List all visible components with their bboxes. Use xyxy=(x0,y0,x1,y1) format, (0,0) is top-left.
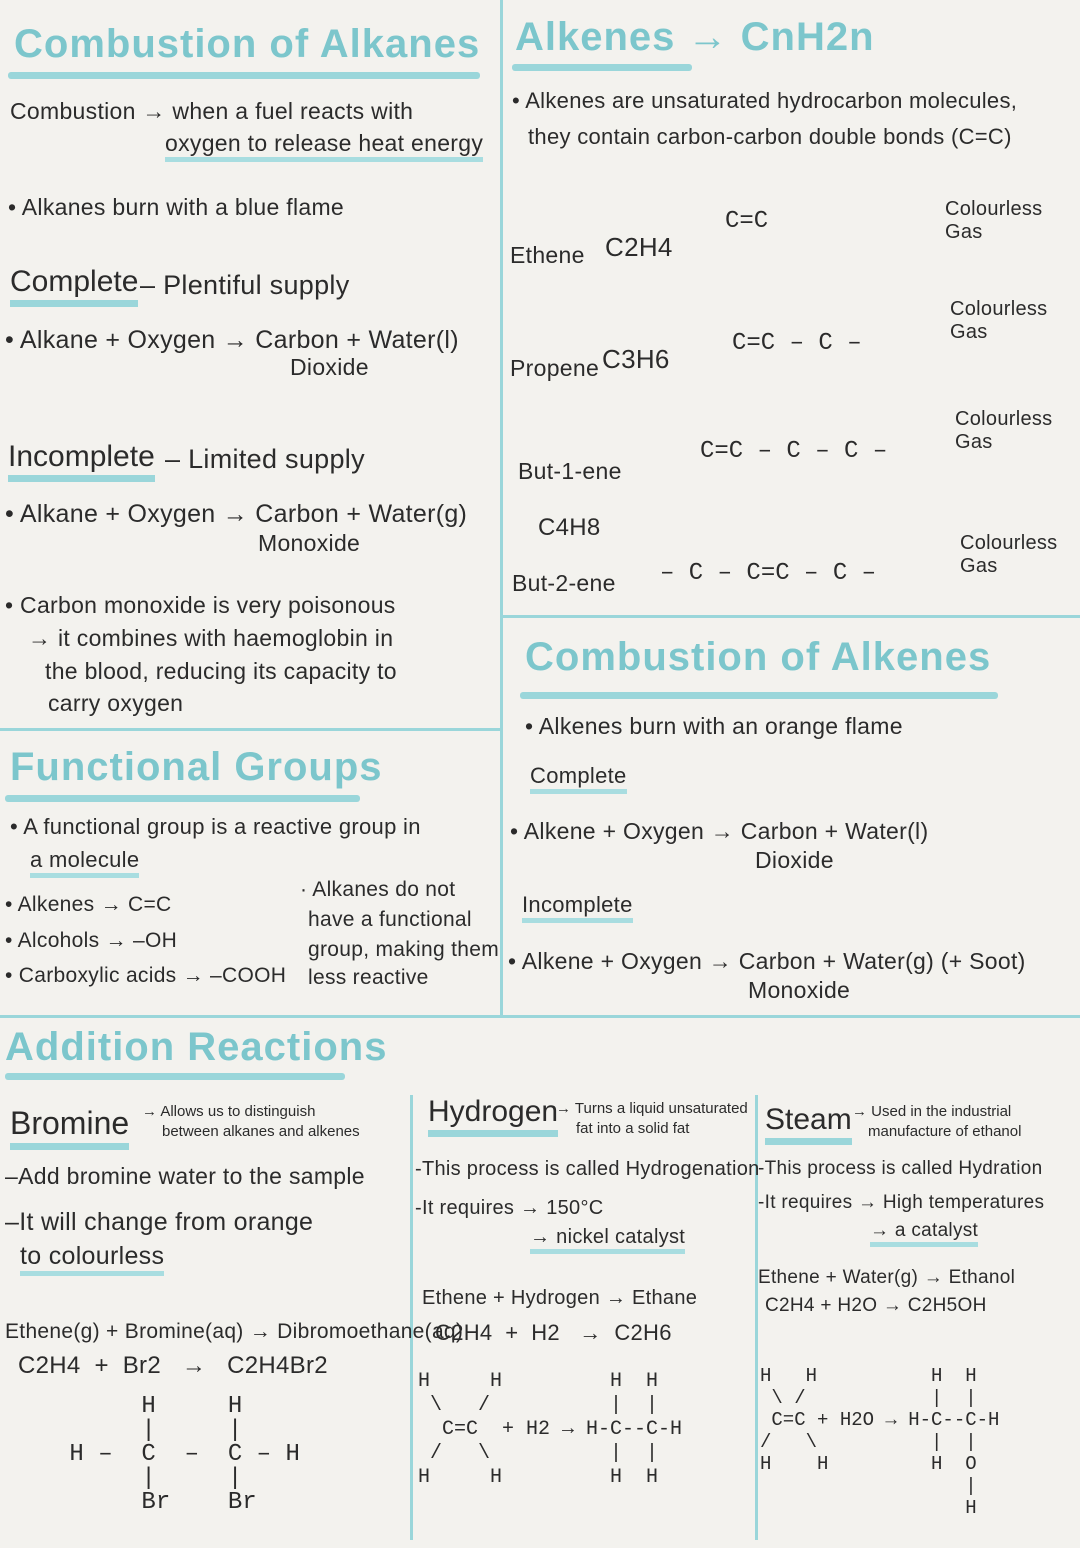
section-title: Addition Reactions xyxy=(5,1025,388,1069)
title-underline xyxy=(512,64,692,71)
equation-line: • Alkane + Oxygen → Carbon + Water(l) xyxy=(5,326,459,354)
alkene-name: But-2-ene xyxy=(512,570,616,596)
bullet-line: carry oxygen xyxy=(48,690,184,716)
hydrogen-word-equation: Ethene + Hydrogen → Ethane xyxy=(422,1287,698,1309)
bromine-step: –It will change from orange xyxy=(5,1208,314,1236)
section-title: Combustion of Alkenes xyxy=(525,635,992,679)
steam-step: -This process is called Hydration xyxy=(758,1158,1043,1179)
definition-line: a molecule xyxy=(30,847,139,878)
group-item: • Carboxylic acids → –COOH xyxy=(5,964,287,987)
steam-formula-equation: C2H4 + H2O → C2H5OH xyxy=(765,1295,987,1316)
equation-line: Monoxide xyxy=(748,977,851,1003)
bromine-heading: Bromine xyxy=(10,1105,129,1150)
hydrogen-note: → Turns a liquid unsaturated xyxy=(556,1100,748,1117)
title-underline xyxy=(520,692,998,699)
group-item: • Alkenes → C=C xyxy=(5,893,172,916)
alkene-name: Propene xyxy=(510,355,600,381)
note-line: group, making them xyxy=(308,938,499,961)
bullet-line: → it combines with haemoglobin in xyxy=(28,625,394,651)
alkene-state: Colourless Gas xyxy=(950,298,1048,343)
bromine-formula-equation: C2H4 + Br2 → C2H4Br2 xyxy=(18,1352,328,1379)
bullet-line: the blood, reducing its capacity to xyxy=(45,658,397,684)
note-line: have a functional xyxy=(308,908,472,931)
divider-bottom xyxy=(0,1015,1080,1018)
alkene-formula: C2H4 xyxy=(605,232,673,262)
bullet-line: • Alkanes burn with a blue flame xyxy=(8,194,345,220)
title-underline xyxy=(5,795,360,802)
subheading-complete: Complete xyxy=(530,763,627,794)
steam-note: manufacture of ethanol xyxy=(868,1123,1022,1140)
group-item: • Alcohols → –OH xyxy=(5,929,178,952)
equation-line: • Alkene + Oxygen → Carbon + Water(g) (+ Soot) xyxy=(508,948,1026,974)
equation-line: Dioxide xyxy=(290,354,369,380)
subheading-incomplete: Incomplete xyxy=(8,440,155,482)
hydrogen-note: fat into a solid fat xyxy=(576,1120,690,1137)
hydrogen-formula-equation: C2H4 + H2 → C2H6 xyxy=(435,1320,672,1345)
definition-line: • A functional group is a reactive group in xyxy=(10,814,421,839)
steam-note: → Used in the industrial xyxy=(852,1103,1012,1120)
equation-line: Monoxide xyxy=(258,530,361,556)
hydrogenation-structure: H H H H \ / | | C=C + H2 → H-C--C-H / \ | | H H H H xyxy=(418,1370,683,1489)
definition-line: oxygen to release heat energy xyxy=(165,130,483,162)
hydration-structure: H H H H \ / | | C=C + H2O → H-C--C-H / \ | | H H H O | H xyxy=(760,1365,1000,1519)
definition-line: Combustion → when a fuel reacts with xyxy=(10,98,414,124)
title-underline xyxy=(5,1073,345,1080)
section-title: Functional Groups xyxy=(10,745,383,789)
subheading-note: – Plentiful supply xyxy=(140,270,350,300)
note-line: less reactive xyxy=(308,966,429,989)
bullet-line: • Alkenes burn with an orange flame xyxy=(525,713,903,739)
equation-line: • Alkene + Oxygen → Carbon + Water(l) xyxy=(510,818,929,844)
bromine-word-equation: Ethene(g) + Bromine(aq) → Dibromoethane(aq) xyxy=(5,1320,464,1343)
hydrogen-step: -This process is called Hydrogenation xyxy=(415,1158,760,1180)
alkene-structure: – C – C=C – C – xyxy=(660,560,877,587)
alkene-state: Colourless Gas xyxy=(960,532,1058,577)
bromine-step: to colourless xyxy=(20,1242,164,1276)
hydrogen-heading: Hydrogen xyxy=(428,1095,558,1137)
divider-hydrogen xyxy=(410,1095,413,1540)
steam-step: → a catalyst xyxy=(870,1220,978,1247)
bullet-line: • Carbon monoxide is very poisonous xyxy=(5,592,396,618)
subheading-complete: Complete xyxy=(10,265,138,307)
alkene-formula: C4H8 xyxy=(538,514,601,541)
alkene-name: Ethene xyxy=(510,242,585,268)
alkene-formula: C3H6 xyxy=(602,344,670,374)
alkene-state: Colourless Gas xyxy=(955,408,1053,453)
bromine-step: –Add bromine water to the sample xyxy=(5,1163,365,1189)
definition-line: • Alkenes are unsaturated hydrocarbon molecules, xyxy=(512,88,1018,113)
subheading-incomplete: Incomplete xyxy=(522,892,633,923)
steam-heading: Steam xyxy=(765,1103,852,1145)
alkene-structure: C=C – C – C – xyxy=(700,438,888,465)
dibromoethane-structure: H H | | H – C – C – H | | Br Br xyxy=(69,1393,300,1516)
section-title: Alkenes → CnH2n xyxy=(515,15,875,59)
alkene-structure: C=C – C – xyxy=(732,330,862,357)
definition-line: they contain carbon-carbon double bonds (C=C) xyxy=(528,124,1012,149)
steam-word-equation: Ethene + Water(g) → Ethanol xyxy=(758,1267,1016,1288)
note-line: · Alkanes do not xyxy=(300,878,456,901)
alkene-structure: C=C xyxy=(725,208,769,235)
subheading-note: – Limited supply xyxy=(165,444,365,474)
title-underline xyxy=(8,72,480,79)
bromine-note: → Allows us to distinguish xyxy=(142,1103,316,1120)
steam-step: -It requires → High temperatures xyxy=(758,1192,1045,1213)
section-title: Combustion of Alkanes xyxy=(14,22,481,66)
divider-vertical-main xyxy=(500,0,503,1015)
alkene-state: Colourless Gas xyxy=(945,198,1043,243)
equation-line: Dioxide xyxy=(755,847,834,873)
bromine-note: between alkanes and alkenes xyxy=(162,1123,360,1140)
divider-right-mid xyxy=(500,615,1080,618)
alkene-name: But-1-ene xyxy=(518,458,622,484)
divider-left-mid xyxy=(0,728,500,731)
hydrogen-step: → nickel catalyst xyxy=(530,1226,685,1254)
equation-line: • Alkane + Oxygen → Carbon + Water(g) xyxy=(5,500,468,528)
hydrogen-step: -It requires → 150°C xyxy=(415,1197,604,1219)
